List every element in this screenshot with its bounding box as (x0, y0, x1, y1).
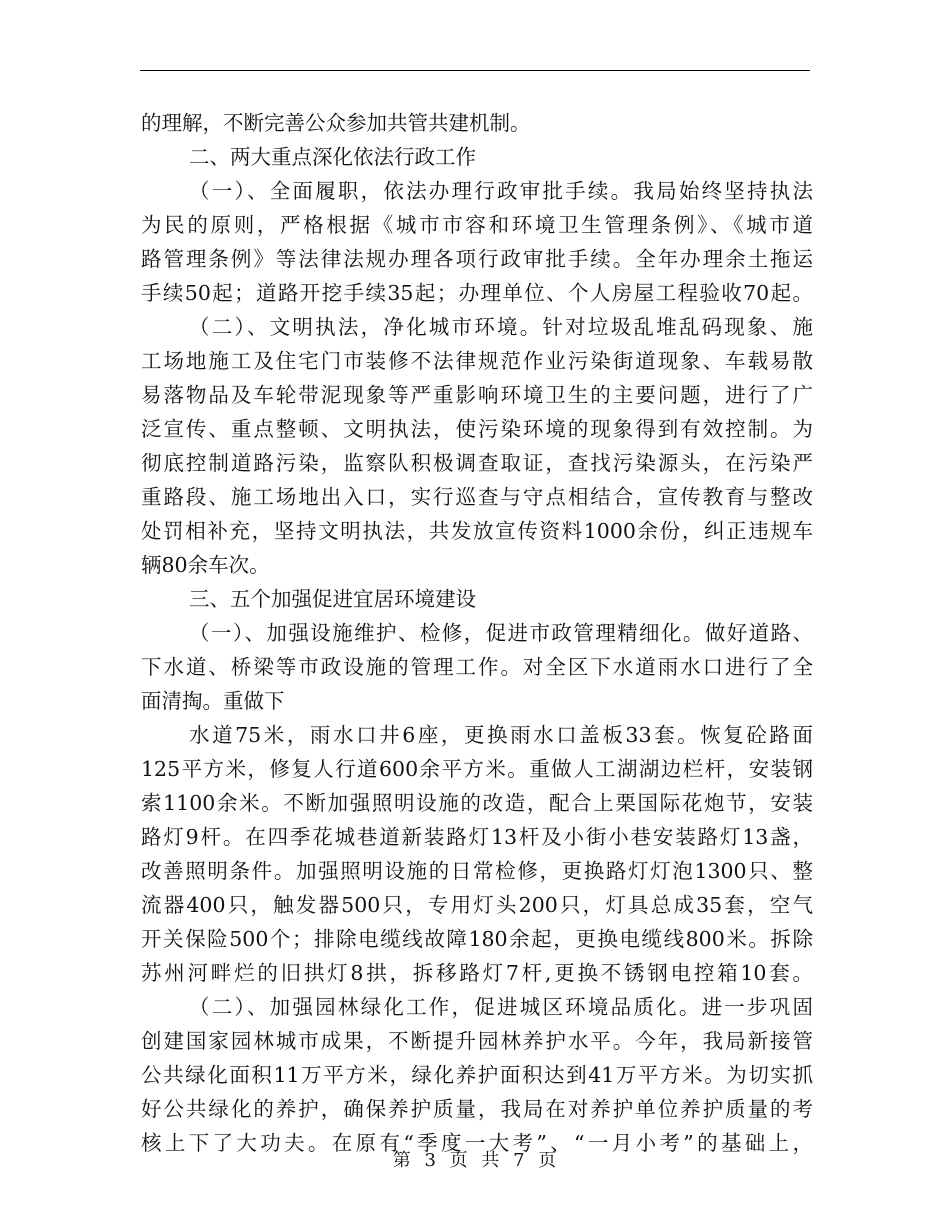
text-line: 改善照明条件。加强照明设施的日常检修，更换路灯灯泡1300只、整 (141, 859, 813, 883)
text-line: 泛宣传、重点整顿、文明执法，使污染环境的现象得到有效控制。为 (141, 417, 813, 441)
text-line: 开关保险500个；排除电缆线故障180余起，更换电缆线800米。拆除 (141, 927, 813, 951)
text-line: 辆80余车次。 (141, 553, 270, 577)
text-line: 流器400只，触发器500只，专用灯头200只，灯具总成35套，空气 (141, 893, 813, 917)
text-line: 为民的原则，严格根据《城市市容和环境卫生管理条例》、《城市道 (141, 213, 813, 237)
text-line: （一）、全面履职，依法办理行政审批手续。我局始终坚持执法 (189, 179, 813, 203)
text-line: 重路段、施工场地出入口，实行巡查与守点相结合，宣传教育与整改 (141, 485, 813, 509)
text-line: 二、两大重点深化依法行政工作 (189, 145, 476, 169)
text-line: 的理解，不断完善公众参加共管共建机制。 (141, 111, 531, 135)
text-line: 路管理条例》等法律法规办理各项行政审批手续。全年办理余土拖运 (141, 247, 813, 271)
text-line: 下水道、桥梁等市政设施的管理工作。对全区下水道雨水口进行了全 (141, 655, 813, 679)
text-line: 处罚相补充，坚持文明执法，共发放宣传资料1000余份，纠正违规车 (141, 519, 813, 543)
text-line: 工场地施工及住宅门市装修不法律规范作业污染街道现象、车载易散 (141, 349, 813, 373)
text-line: 易落物品及车轮带泥现象等严重影响环境卫生的主要问题，进行了广 (141, 383, 813, 407)
text-line: 路灯9杆。在四季花城巷道新装路灯13杆及小街小巷安装路灯13盏， (141, 825, 813, 849)
text-line: 125平方米，修复人行道600余平方米。重做人工湖湖边栏杆，安装钢 (141, 757, 813, 781)
text-line: 彻底控制道路污染，监察队积极调查取证，查找污染源头，在污染严 (141, 451, 813, 475)
header-rule (140, 70, 810, 71)
text-line: 面清掏。重做下 (141, 689, 285, 713)
text-line: （一）、加强设施维护、检修，促进市政管理精细化。做好道路、 (189, 621, 813, 645)
text-line: （二）、文明执法，净化城市环境。针对垃圾乱堆乱码现象、施 (189, 315, 813, 339)
text-line: （二）、加强园林绿化工作，促进城区环境品质化。进一步巩固 (189, 995, 813, 1019)
text-line: 苏州河畔烂的旧拱灯8拱，拆移路灯7杆,更换不锈钢电控箱10套。 (141, 961, 813, 985)
text-line: 创建国家园林城市成果，不断提升园林养护水平。今年，我局新接管 (141, 1029, 813, 1053)
page-footer: 第 3 页 共 7 页 (392, 1150, 558, 1171)
document-body (141, 106, 813, 1160)
text-line: 手续50起；道路开挖手续35起；办理单位、个人房屋工程验收70起。 (141, 281, 813, 305)
text-line: 核上下了大功夫。在原有“季度一大考”、“一月小考”的基础上， (141, 1131, 813, 1155)
text-line: 索1100余米。不断加强照明设施的改造，配合上栗国际花炮节，安装 (141, 791, 813, 815)
text-line: 水道75米，雨水口井6座，更换雨水口盖板33套。恢复砼路面 (189, 723, 813, 747)
text-line: 三、五个加强促进宜居环境建设 (189, 587, 476, 611)
text-line: 好公共绿化的养护，确保养护质量，我局在对养护单位养护质量的考 (141, 1097, 813, 1121)
text-line: 公共绿化面积11万平方米，绿化养护面积达到41万平方米。为切实抓 (141, 1063, 813, 1087)
